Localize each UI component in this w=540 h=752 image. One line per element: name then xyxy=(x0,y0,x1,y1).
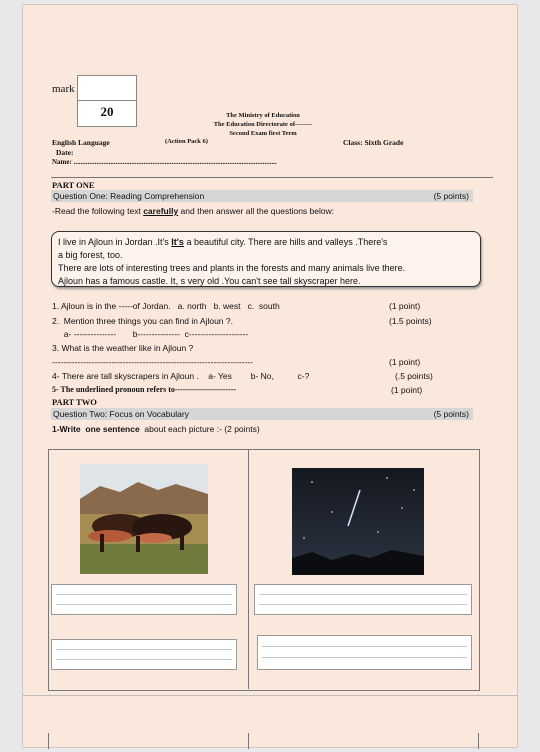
passage-line-3: There are lots of interesting trees and plants in the forests and many animals live there. xyxy=(58,263,406,273)
next-table-edge xyxy=(478,733,479,749)
directorate-title: The Education Directorate of-------- xyxy=(213,121,313,128)
shooting-star-night-picture xyxy=(292,468,424,575)
star xyxy=(413,489,414,490)
question-1: 1. Ajloun is in the -----of Jordan. a. north b. west c. south xyxy=(52,301,280,311)
question-4: 4- There are tall skyscrapers in Ajloun . a- Yes b- No, c-? xyxy=(52,371,310,381)
next-table-edge xyxy=(48,733,49,749)
camel-leg xyxy=(100,534,104,552)
question-2: 2. Mention three things you can find in Ajloun ?. xyxy=(52,316,233,326)
answer-line xyxy=(56,649,232,650)
answer-line xyxy=(259,594,467,595)
question-two-bar xyxy=(51,408,473,420)
camel-leg xyxy=(136,536,140,552)
mark-value: 20 xyxy=(100,104,114,119)
answer-line xyxy=(56,659,232,660)
passage-text: a beautiful city. There are hills and valleys .There's xyxy=(183,237,388,247)
part-two-title: PART TWO xyxy=(52,397,97,407)
question-two-title: Question Two: Focus on Vocabulary xyxy=(53,409,189,419)
date-label: Date: xyxy=(56,148,74,157)
star xyxy=(377,531,378,532)
question-5: 5- The underlined pronoun refers to----------------------- xyxy=(52,385,237,394)
instruction-emphasis: carefully xyxy=(143,206,179,216)
answer-box-1[interactable] xyxy=(51,584,237,615)
mark-box-divider xyxy=(78,100,136,101)
question-1-points: (1 point) xyxy=(389,301,421,311)
next-table-divider xyxy=(248,733,249,749)
question-3: 3. What is the weather like in Ajloun ? xyxy=(52,343,194,353)
passage-text: I live in Ajloun in Jordan .It's xyxy=(58,237,172,247)
passage-line-2: a big forest, too. xyxy=(58,250,123,260)
passage-line-1 xyxy=(58,236,474,249)
star xyxy=(331,511,332,512)
question-2-blanks: a- --------------- b--------------- c--------------------- xyxy=(52,329,249,339)
answer-line xyxy=(56,594,232,595)
question-two-points: (5 points) xyxy=(433,409,469,419)
star xyxy=(386,477,388,479)
passage-line-4: Ajloun has a famous castle. It, s very old .You can't see tall skyscraper here. xyxy=(58,276,361,286)
write-instruction-text: about each picture :- (2 points) xyxy=(139,424,260,434)
page-bottom-divider xyxy=(23,695,517,696)
exam-title: Second Exam first Term xyxy=(229,130,297,137)
part-one-title: PART ONE xyxy=(52,180,95,190)
camels-desert-picture xyxy=(80,464,208,574)
question-2-points: (1.5 points) xyxy=(389,316,432,326)
question-5-points: (1 point) xyxy=(391,385,423,395)
answer-line xyxy=(259,604,467,605)
answer-line xyxy=(262,646,467,647)
write-instruction xyxy=(52,424,260,434)
reading-instruction xyxy=(52,206,334,216)
star xyxy=(401,507,402,508)
header-divider xyxy=(51,177,493,178)
reading-passage xyxy=(51,231,481,287)
mark-label: mark xyxy=(52,83,75,95)
star xyxy=(303,537,304,538)
name-field: Name: .................................................................................................................... xyxy=(52,158,277,166)
picture-table-divider xyxy=(248,449,249,689)
question-3-answer-line: ----------------------------------------------------------------------- xyxy=(52,357,253,367)
underlined-pronoun: It's xyxy=(171,237,184,247)
question-one-bar xyxy=(51,190,473,202)
answer-box-3[interactable] xyxy=(51,639,237,670)
exam-page xyxy=(22,4,518,748)
instruction-text-end: and then answer all the questions below: xyxy=(178,206,335,216)
question-one-title: Question One: Reading Comprehension xyxy=(53,191,205,201)
question-one-points: (5 points) xyxy=(433,191,469,201)
ministry-title: The Ministry of Education xyxy=(226,112,300,119)
camel-saddle-cloth xyxy=(136,533,172,543)
class-label: Class: Sixth Grade xyxy=(343,138,404,147)
camel-saddle-cloth xyxy=(88,530,132,542)
write-instruction-emphasis: 1-Write one sentence xyxy=(52,424,140,434)
instruction-text: -Read the following text xyxy=(52,206,144,216)
camel-leg xyxy=(180,534,184,550)
answer-box-4[interactable] xyxy=(257,635,472,670)
answer-box-2[interactable] xyxy=(254,584,472,615)
question-4-points: (.5 points) xyxy=(395,371,433,381)
answer-line xyxy=(262,657,467,658)
subject-label: English Language xyxy=(52,138,110,147)
answer-line xyxy=(56,604,232,605)
desert-shrubs xyxy=(80,544,208,574)
book-label: (Action Pack 6) xyxy=(165,138,208,145)
mark-box xyxy=(77,75,137,127)
star xyxy=(311,481,313,483)
question-3-points: (1 point) xyxy=(389,357,421,367)
